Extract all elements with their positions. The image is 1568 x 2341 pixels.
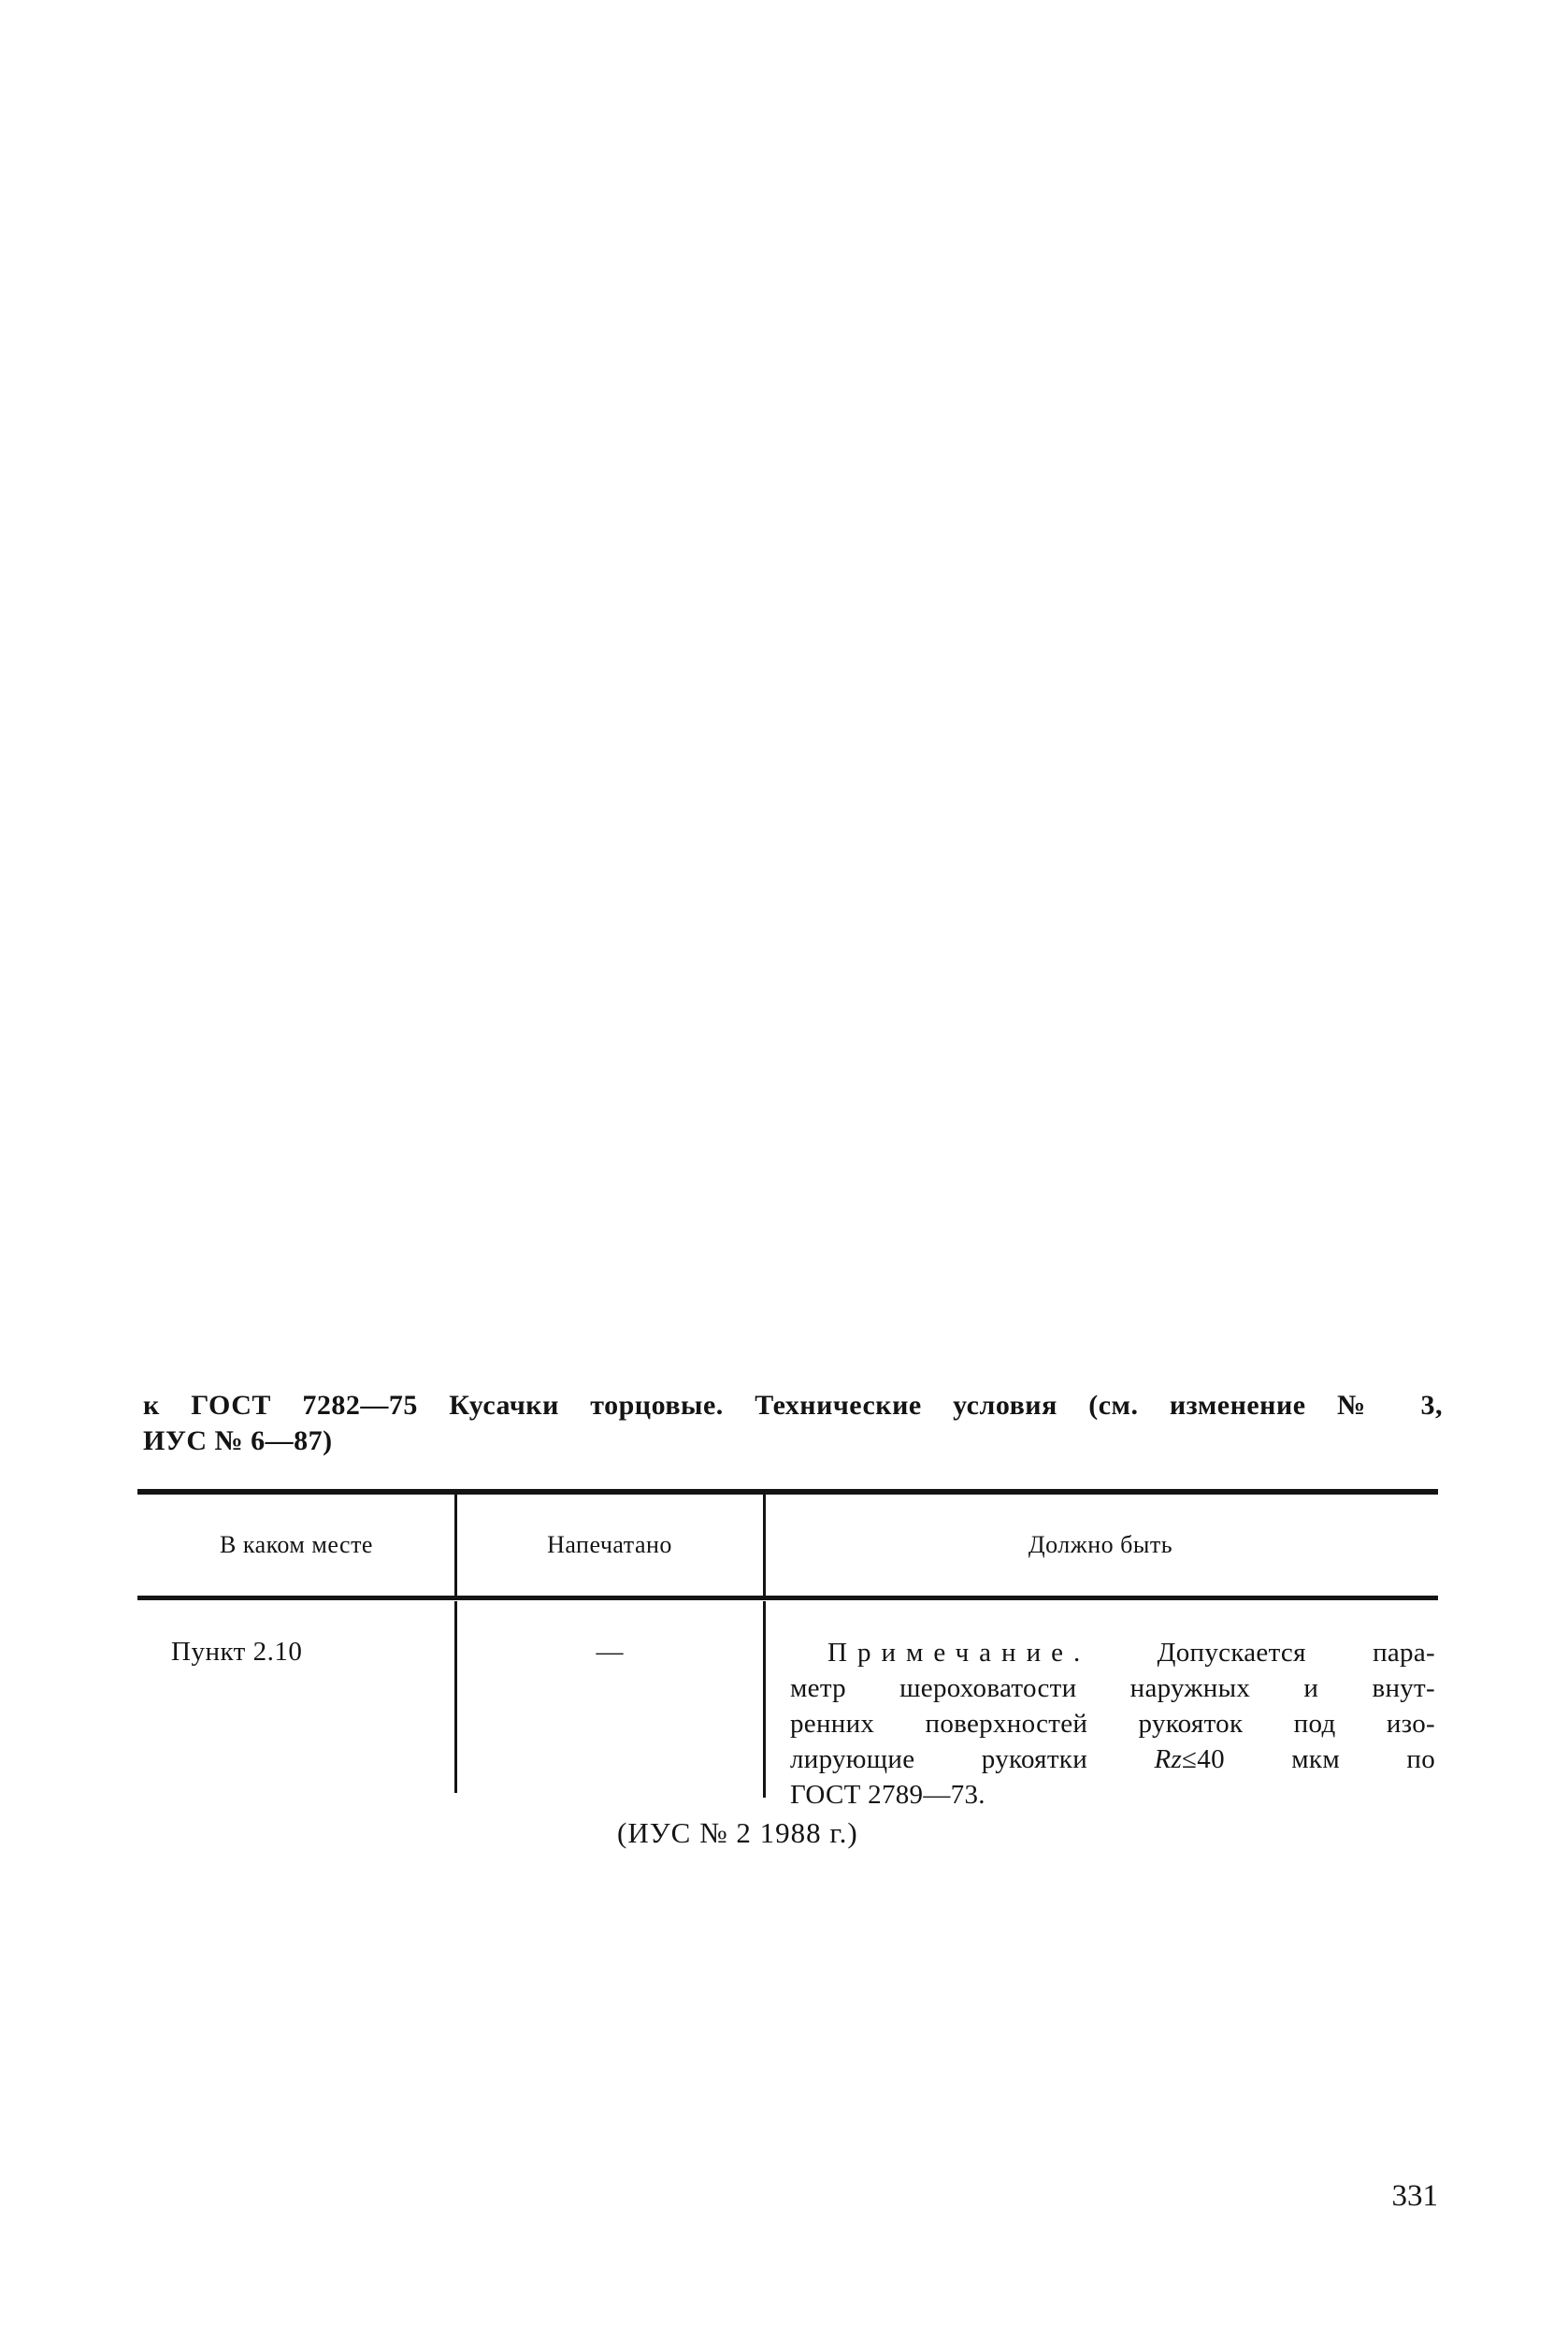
note-line-5: ГОСТ 2789—73. — [790, 1780, 985, 1810]
ius-source-note: (ИУС № 2 1988 г.) — [617, 1816, 858, 1849]
page-number: 331 — [1391, 2179, 1438, 2213]
row-should-be-cell — [790, 1635, 1435, 1813]
column-divider-1-header — [454, 1495, 457, 1596]
header-line-1: к ГОСТ 7282—75 Кусачки торцовые. Технические условия (см. изменение № 3, — [143, 1390, 1443, 1421]
row-where-cell: Пункт 2.10 — [171, 1637, 303, 1667]
note-line-3: ренних поверхностей рукояток под изо- — [790, 1709, 1435, 1739]
note-term: Примечание. — [827, 1638, 1091, 1668]
note-line-4 — [790, 1741, 1435, 1777]
note-line-2: метр шероховатости наружных и внут- — [790, 1673, 1435, 1703]
amendment-header — [143, 1388, 1443, 1459]
column-divider-1-body — [454, 1601, 457, 1793]
column-divider-2-body — [763, 1601, 766, 1798]
header-line-2: ИУС № 6—87) — [143, 1425, 333, 1456]
note-line-4-post: ≤40 мкм по — [1182, 1744, 1435, 1774]
row-printed-cell: — — [596, 1637, 624, 1667]
column-header-should-be: Должно быть — [1028, 1531, 1173, 1558]
note-line-1-rest: Допускается пара- — [1157, 1638, 1435, 1668]
table-top-rule — [137, 1489, 1438, 1495]
column-header-where: В каком месте — [220, 1531, 373, 1558]
column-divider-2-header — [763, 1495, 766, 1596]
note-line-4-pre: лирующие рукоятки — [790, 1744, 1088, 1774]
table-header-rule — [137, 1596, 1438, 1600]
note-line-1 — [790, 1635, 1435, 1670]
rz-symbol: Rz — [1154, 1744, 1183, 1774]
column-header-printed: Напечатано — [547, 1531, 672, 1558]
